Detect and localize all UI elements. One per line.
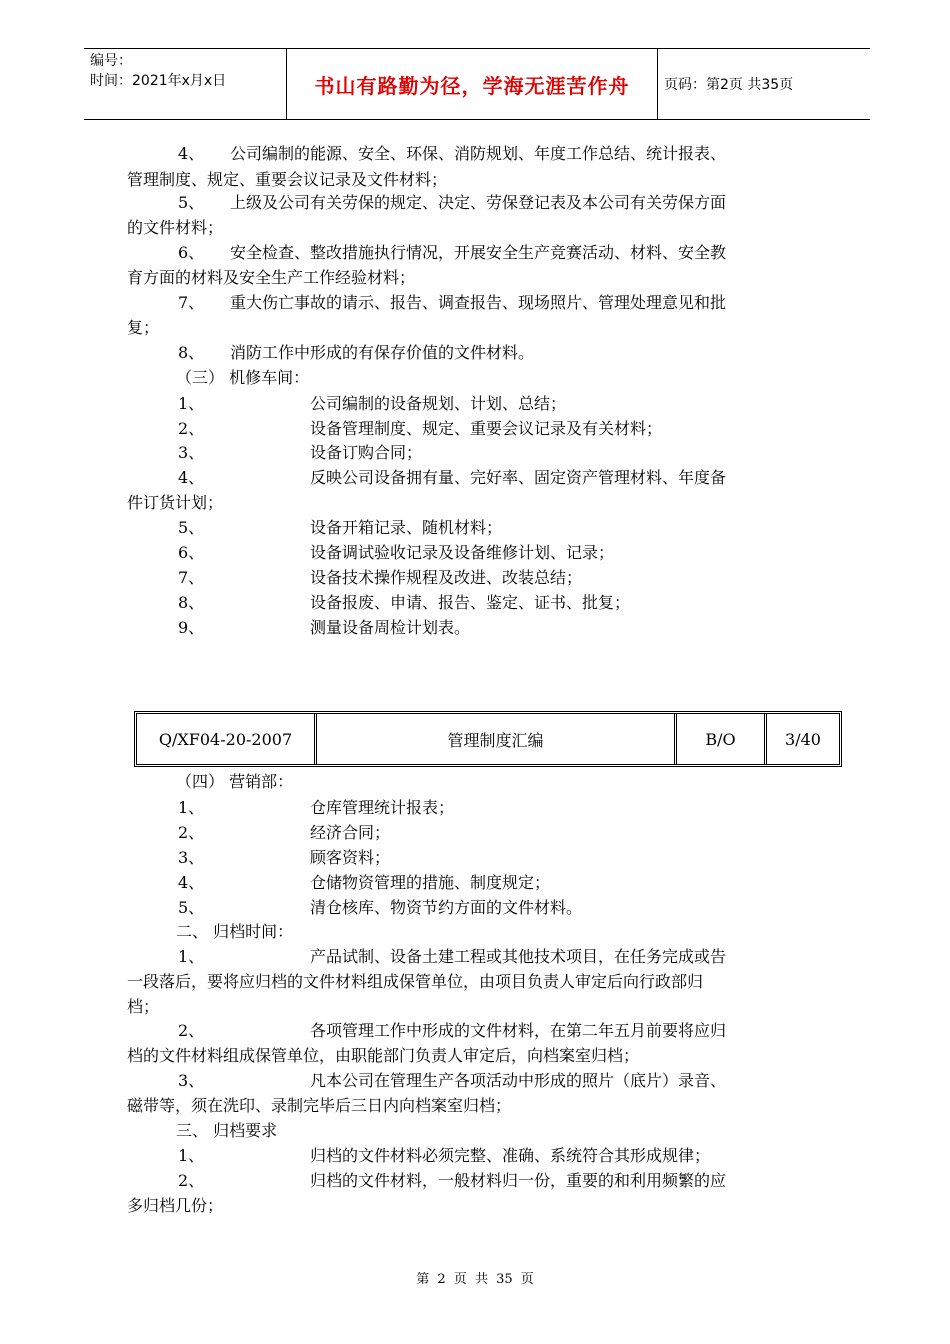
list-item-text: 设备调试验收记录及设备维修计划、记录；	[310, 543, 615, 562]
list-item: 1、	[178, 394, 205, 413]
list-item-text: 产品试制、设备土建工程或其他技术项目，在任务完成或告	[310, 947, 727, 966]
list-item: 1、	[178, 1146, 205, 1165]
list-item-cont: 磁带等，须在洗印、录制完毕后三日内向档案室归档；	[127, 1096, 512, 1115]
list-item: 5、	[178, 193, 205, 212]
page-footer	[0, 1268, 950, 1287]
list-item: 4、	[178, 468, 205, 487]
list-item-text: 设备报废、申请、报告、鉴定、证书、批复；	[310, 593, 631, 612]
list-item-text: 测量设备周检计划表。	[310, 618, 471, 637]
footer-ye2: 页	[520, 1272, 534, 1287]
list-item: 7、	[178, 293, 205, 312]
footer-ye: 页	[453, 1272, 467, 1287]
list-item-cont: 复；	[127, 318, 160, 337]
list-item: 6、	[178, 543, 205, 562]
list-item: 2、	[178, 1171, 205, 1190]
doc-version: B/O	[677, 714, 767, 764]
list-item: 8、	[178, 593, 205, 612]
list-item-text: 消防工作中形成的有保存价值的文件材料。	[230, 343, 535, 362]
list-item-text: 归档的文件材料，一般材料归一份，重要的和利用频繁的应	[310, 1171, 727, 1190]
page-header	[84, 48, 870, 120]
list-item: 6、	[178, 243, 205, 262]
document-info-table	[134, 711, 842, 767]
list-item-text: 清仓核库、物资节约方面的文件材料。	[310, 898, 583, 917]
list-item-cont: 管理制度、规定、重要会议记录及文件材料；	[127, 170, 448, 189]
page-label: 页码：第2页 共35页	[664, 77, 794, 93]
section-heading: 二、 归档时间：	[176, 922, 294, 941]
list-item-cont: 档；	[127, 997, 160, 1016]
doc-code: Q/XF04-20-2007	[137, 714, 317, 764]
section-heading: （四） 营销部：	[176, 772, 294, 791]
list-item-text: 安全检查、整改措施执行情况，开展安全生产竞赛活动、材料、安全教	[230, 243, 727, 262]
footer-di: 第	[416, 1272, 430, 1287]
list-item: 2、	[178, 419, 205, 438]
footer-total-pages: 35	[496, 1272, 513, 1287]
list-item-text: 顾客资料；	[310, 848, 391, 867]
header-left	[90, 51, 226, 91]
list-item-text: 重大伤亡事故的请示、报告、调查报告、现场照片、管理处理意见和批	[230, 293, 727, 312]
list-item-text: 设备技术操作规程及改进、改装总结；	[310, 568, 583, 587]
list-item-cont: 的文件材料；	[127, 218, 224, 237]
list-item: 3、	[178, 443, 205, 462]
list-item-cont: 育方面的材料及安全生产工作经验材料；	[127, 268, 416, 287]
list-item-text: 归档的文件材料必须完整、准确、系统符合其形成规律；	[310, 1146, 711, 1165]
list-item-text: 设备管理制度、规定、重要会议记录及有关材料；	[310, 419, 663, 438]
list-item-text: 仓储物资管理的措施、制度规定；	[310, 873, 551, 892]
list-item: 5、	[178, 518, 205, 537]
section-heading: （三） 机修车间：	[176, 368, 310, 387]
list-item: 2、	[178, 823, 205, 842]
list-item: 3、	[178, 848, 205, 867]
list-item-cont: 一段落后，要将应归档的文件材料组成保管单位，由项目负责人审定后向行政部归	[127, 972, 704, 991]
list-item-text: 反映公司设备拥有量、完好率、固定资产管理材料、年度备	[310, 468, 727, 487]
list-item: 3、	[178, 1071, 205, 1090]
list-item: 7、	[178, 568, 205, 587]
doc-page: 3/40	[785, 729, 821, 749]
list-item-cont: 多归档几份；	[127, 1196, 224, 1215]
list-item: 1、	[178, 798, 205, 817]
list-item-cont: 档的文件材料组成保管单位，由职能部门负责人审定后，向档案室归档；	[127, 1046, 640, 1065]
list-item: 8、	[178, 343, 205, 362]
list-item: 9、	[178, 618, 205, 637]
list-item: 1、	[178, 947, 205, 966]
list-item-text: 设备开箱记录、随机材料；	[310, 518, 503, 537]
list-item: 4、	[178, 144, 205, 163]
footer-gong: 共	[474, 1272, 488, 1287]
number-label: 编号：	[90, 53, 132, 69]
list-item-text: 公司编制的设备规划、计划、总结；	[310, 394, 567, 413]
motto: 书山有路勤为径，学海无涯苦作舟	[286, 49, 658, 119]
list-item: 4、	[178, 873, 205, 892]
list-item-text: 公司编制的能源、安全、环保、消防规划、年度工作总结、统计报表、	[230, 144, 727, 163]
list-item: 2、	[178, 1021, 205, 1040]
list-item-text: 上级及公司有关劳保的规定、决定、劳保登记表及本公司有关劳保方面	[230, 193, 727, 212]
footer-page-number: 2	[437, 1272, 446, 1287]
list-item-text: 设备订购合同；	[310, 443, 423, 462]
list-item-text: 各项管理工作中形成的文件材料，在第二年五月前要将应归	[310, 1021, 727, 1040]
list-item: 5、	[178, 898, 205, 917]
list-item-text: 仓库管理统计报表；	[310, 798, 455, 817]
list-item-text: 凡本公司在管理生产各项活动中形成的照片（底片）录音、	[310, 1071, 727, 1090]
doc-title: 管理制度汇编	[317, 714, 677, 764]
time-label: 时间：2021年x月x日	[90, 73, 227, 89]
list-item-text: 经济合同；	[310, 823, 391, 842]
list-item-cont: 件订货计划；	[127, 493, 224, 512]
section-heading: 三、 归档要求	[176, 1121, 278, 1140]
